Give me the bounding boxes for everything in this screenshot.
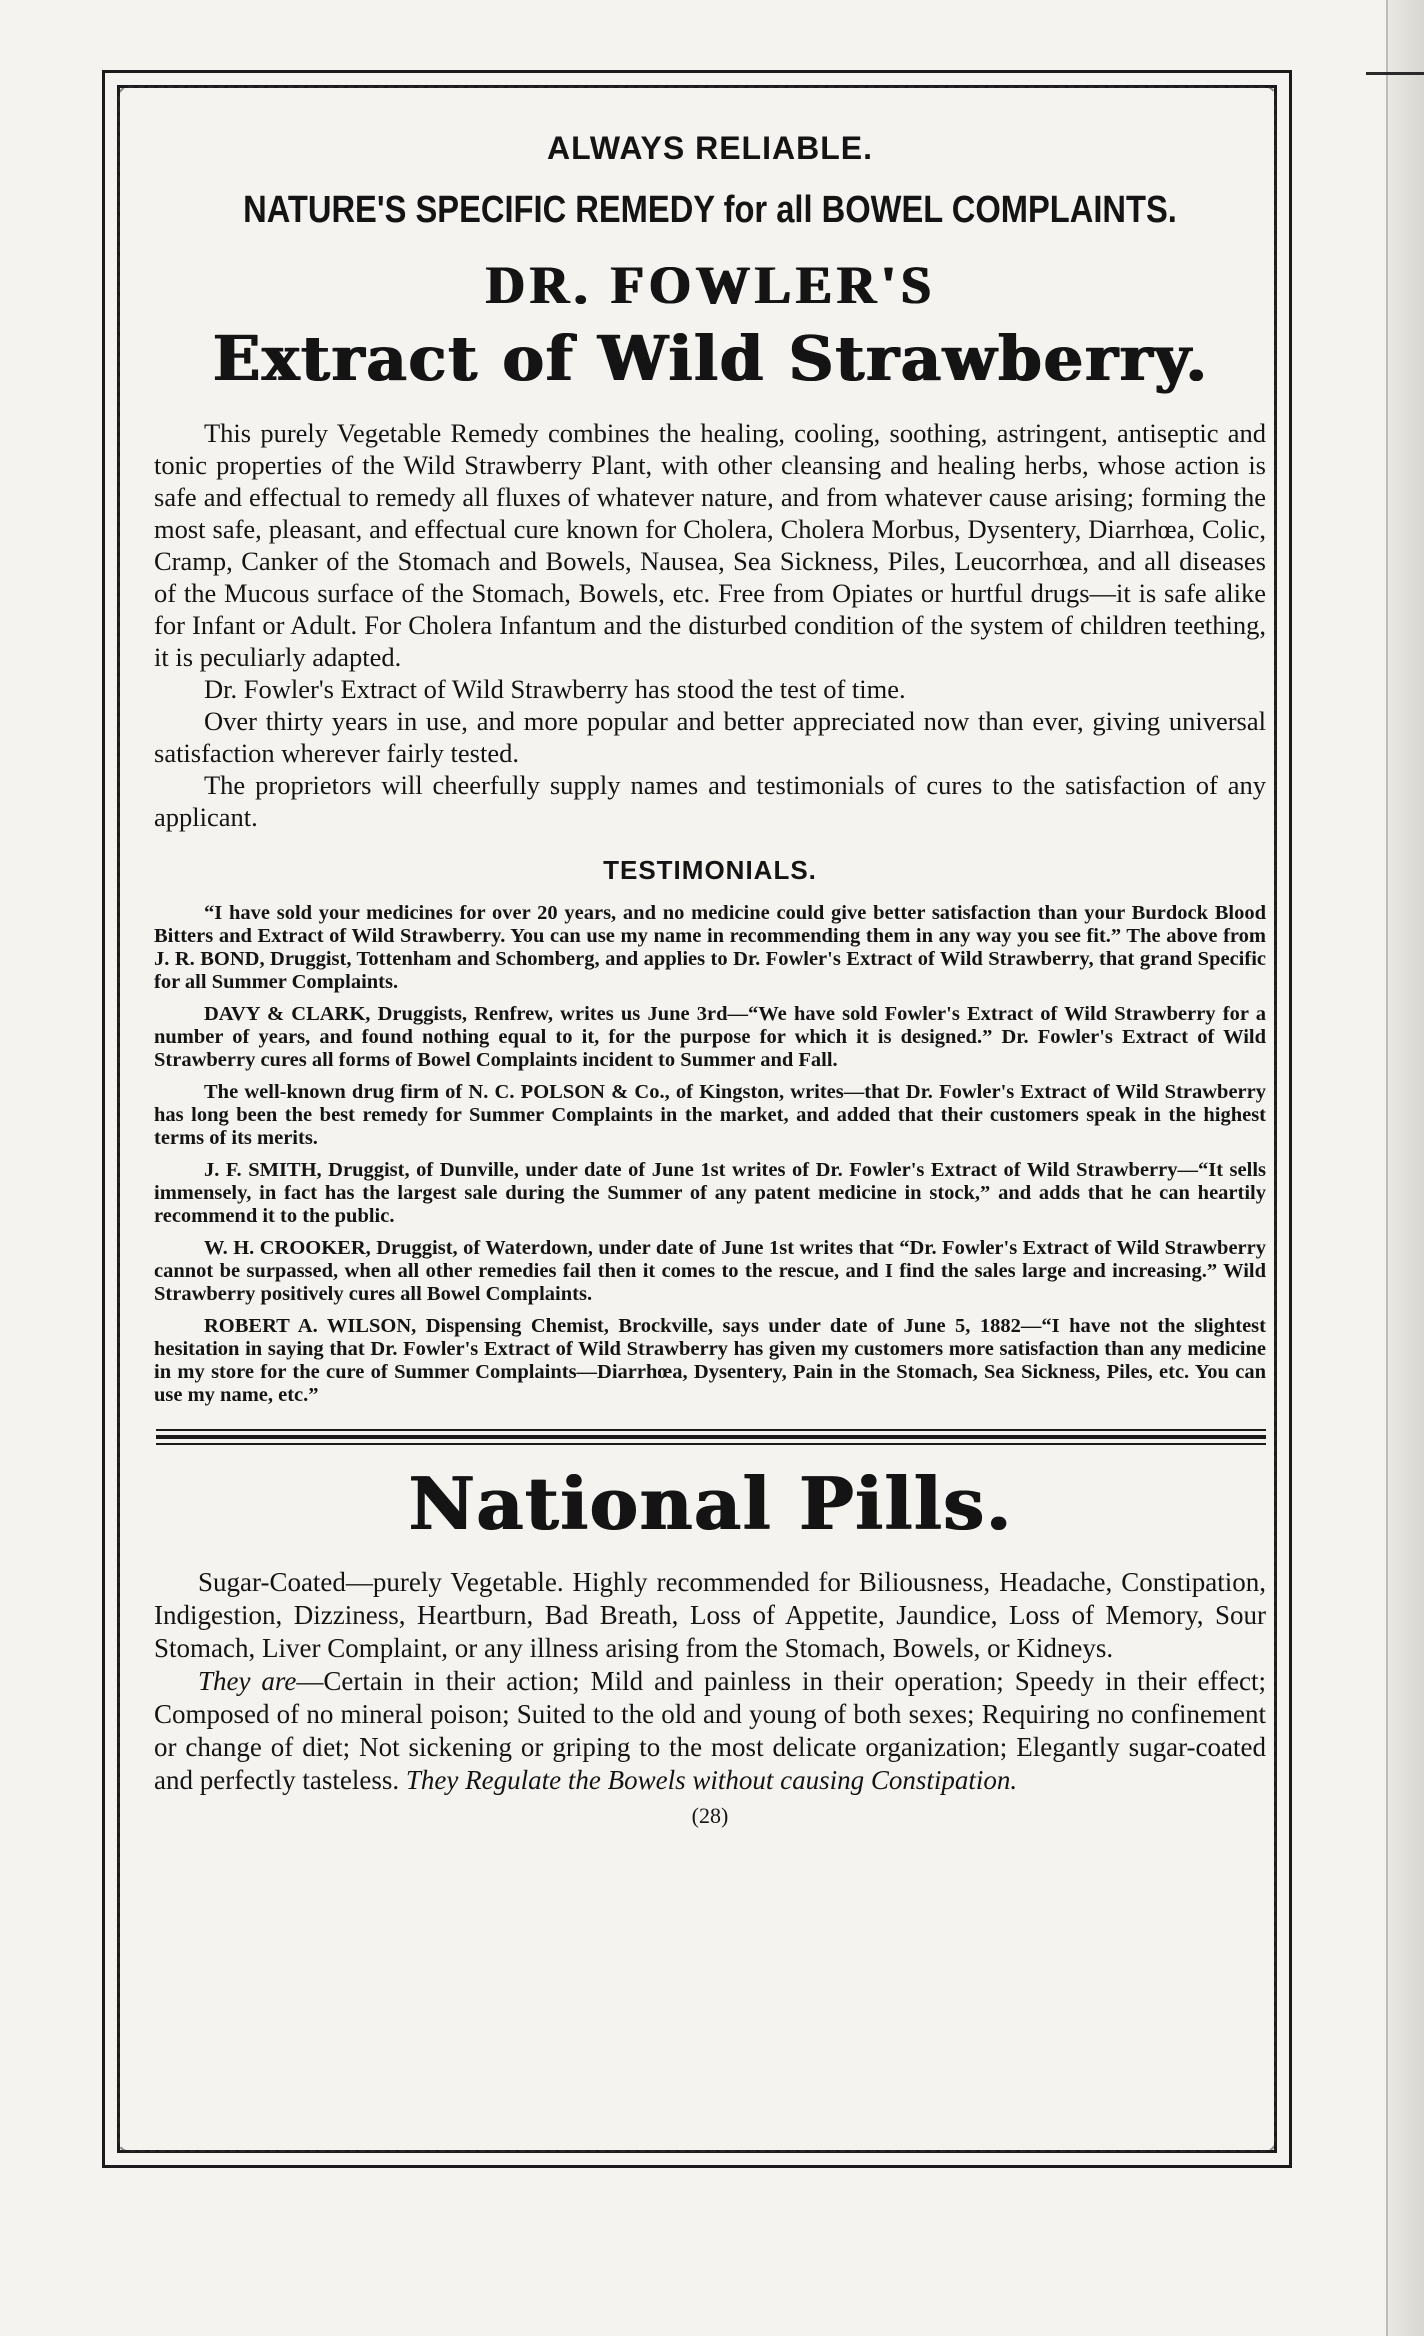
testimonial-paragraph: The well-known drug firm of N. C. POLSON & Co., of Kingston, writes—that Dr. Fowler's Extract of Wild Strawberry has long been the best remedy for Summer Complaints in the market, and added that their customers speak in the highest terms of its merits. [154, 1081, 1266, 1149]
product-title: Extract of Wild Strawberry. [211, 322, 1209, 395]
testimonial-paragraph: W. H. CROOKER, Druggist, of Waterdown, under date of June 1st writes that “Dr. Fowler's Extract of Wild Strawberry cannot be surpassed, when all other remedies fail then it comes to the rescue, and I find the sales large and increasing.” Wild Strawberry positively cures all Bowel Complaints. [154, 1237, 1266, 1305]
pills-benefits-text: —Certain in their action; Mild and painless in their operation; Speedy in their effect; Composed of no mineral poison; Suited to the old and young of both sexes; Requiring no confinement or change of diet; Not sickening or griping to the most delicate organization; Elegantly sugar-coated and perfectly tasteless. [154, 1666, 1266, 1795]
national-pills-title: National Pills. [407, 1461, 1013, 1546]
page-tab-mark [1366, 72, 1424, 75]
page-number: (28) [691, 1803, 729, 1828]
description-paragraph: Dr. Fowler's Extract of Wild Strawberry has stood the test of time. [204, 674, 906, 704]
description-paragraph: Over thirty years in use, and more popular and better appreciated now than ever, giving universal satisfaction wherever fairly tested. [154, 706, 1266, 768]
description-paragraph: The proprietors will cheerfully supply names and testimonials of cures to the satisfaction of any applicant. [154, 770, 1266, 832]
testimonials-heading: TESTIMONIALS. [603, 855, 817, 885]
advertisement-content [150, 118, 1270, 1829]
pills-tagline: They Regulate the Bowels without causing Constipation. [405, 1765, 1018, 1795]
dr-fowlers-heading: DR. FOWLER'S [484, 255, 936, 315]
pills-benefits [154, 1665, 1266, 1797]
testimonial-paragraph: “I have sold your medicines for over 20 years, and no medicine could give better satisfaction than your Burdock Blood Bitters and Extract of Wild Strawberry. You can use my name in recommending them in any way you see fit.” The above from J. R. BOND, Druggist, Tottenham and Schomberg, and applies to Dr. Fowler's Extract of Wild Strawberry, that grand Specific for all Summer Complaints. [154, 902, 1266, 993]
description-paragraph: This purely Vegetable Remedy combines the healing, cooling, soothing, astringent, antiseptic and tonic properties of the Wild Strawberry Plant, with other cleansing and healing herbs, whose action is safe and effectual to remedy all fluxes of whatever nature, and from whatever cause arising; forming the most safe, pleasant, and effectual cure known for Cholera, Cholera Morbus, Dysentery, Diarrhœa, Colic, Cramp, Canker of the Stomach and Bowels, Nausea, Sea Sickness, Piles, Leucorrhœa, and all diseases of the Mucous surface of the Stomach, Bowels, etc. Free from Opiates or hurtful drugs—it is safe alike for Infant or Adult. For Cholera Infantum and the disturbed condition of the system of children teething, it is peculiarly adapted. [154, 418, 1266, 672]
specific-remedy-heading: NATURE'S SPECIFIC REMEDY for all BOWEL COMPLAINTS. [243, 189, 1177, 231]
they-are-lead: They are [198, 1666, 297, 1696]
testimonial-paragraph: DAVY & CLARK, Druggists, Renfrew, writes us June 3rd—“We have sold Fowler's Extract of Wild Strawberry for a number of years, and found nothing equal to it, for the purpose for which it is designed.” Dr. Fowler's Extract of Wild Strawberry cures all forms of Bowel Complaints incident to Summer and Fall. [154, 1003, 1266, 1071]
testimonial-paragraph: J. F. SMITH, Druggist, of Dunville, under date of June 1st writes of Dr. Fowler's Extract of Wild Strawberry—“It sells immensely, in fact has the largest sale during the Summer of any patent medicine in stock,” and adds that he can heartily recommend it to the public. [154, 1159, 1266, 1227]
always-reliable-heading: ALWAYS RELIABLE. [547, 130, 873, 166]
section-divider [156, 1429, 1266, 1445]
pills-description: Sugar-Coated—purely Vegetable. Highly recommended for Biliousness, Headache, Constipation, Indigestion, Dizziness, Heartburn, Bad Breath, Loss of Appetite, Jaundice, Loss of Memory, Sour Stomach, Liver Complaint, or any illness arising from the Stomach, Bowels, or Kidneys. [154, 1567, 1266, 1663]
testimonial-paragraph: ROBERT A. WILSON, Dispensing Chemist, Brockville, says under date of June 5, 1882—“I have not the slightest hesitation in saying that Dr. Fowler's Extract of Wild Strawberry has given my customers more satisfaction than any medicine in my store for the cure of Summer Complaints—Diarrhœa, Dysentery, Pain in the Stomach, Sea Sickness, Piles, etc. You can use my name, etc.” [154, 1315, 1266, 1406]
page-edge [1386, 0, 1424, 2336]
